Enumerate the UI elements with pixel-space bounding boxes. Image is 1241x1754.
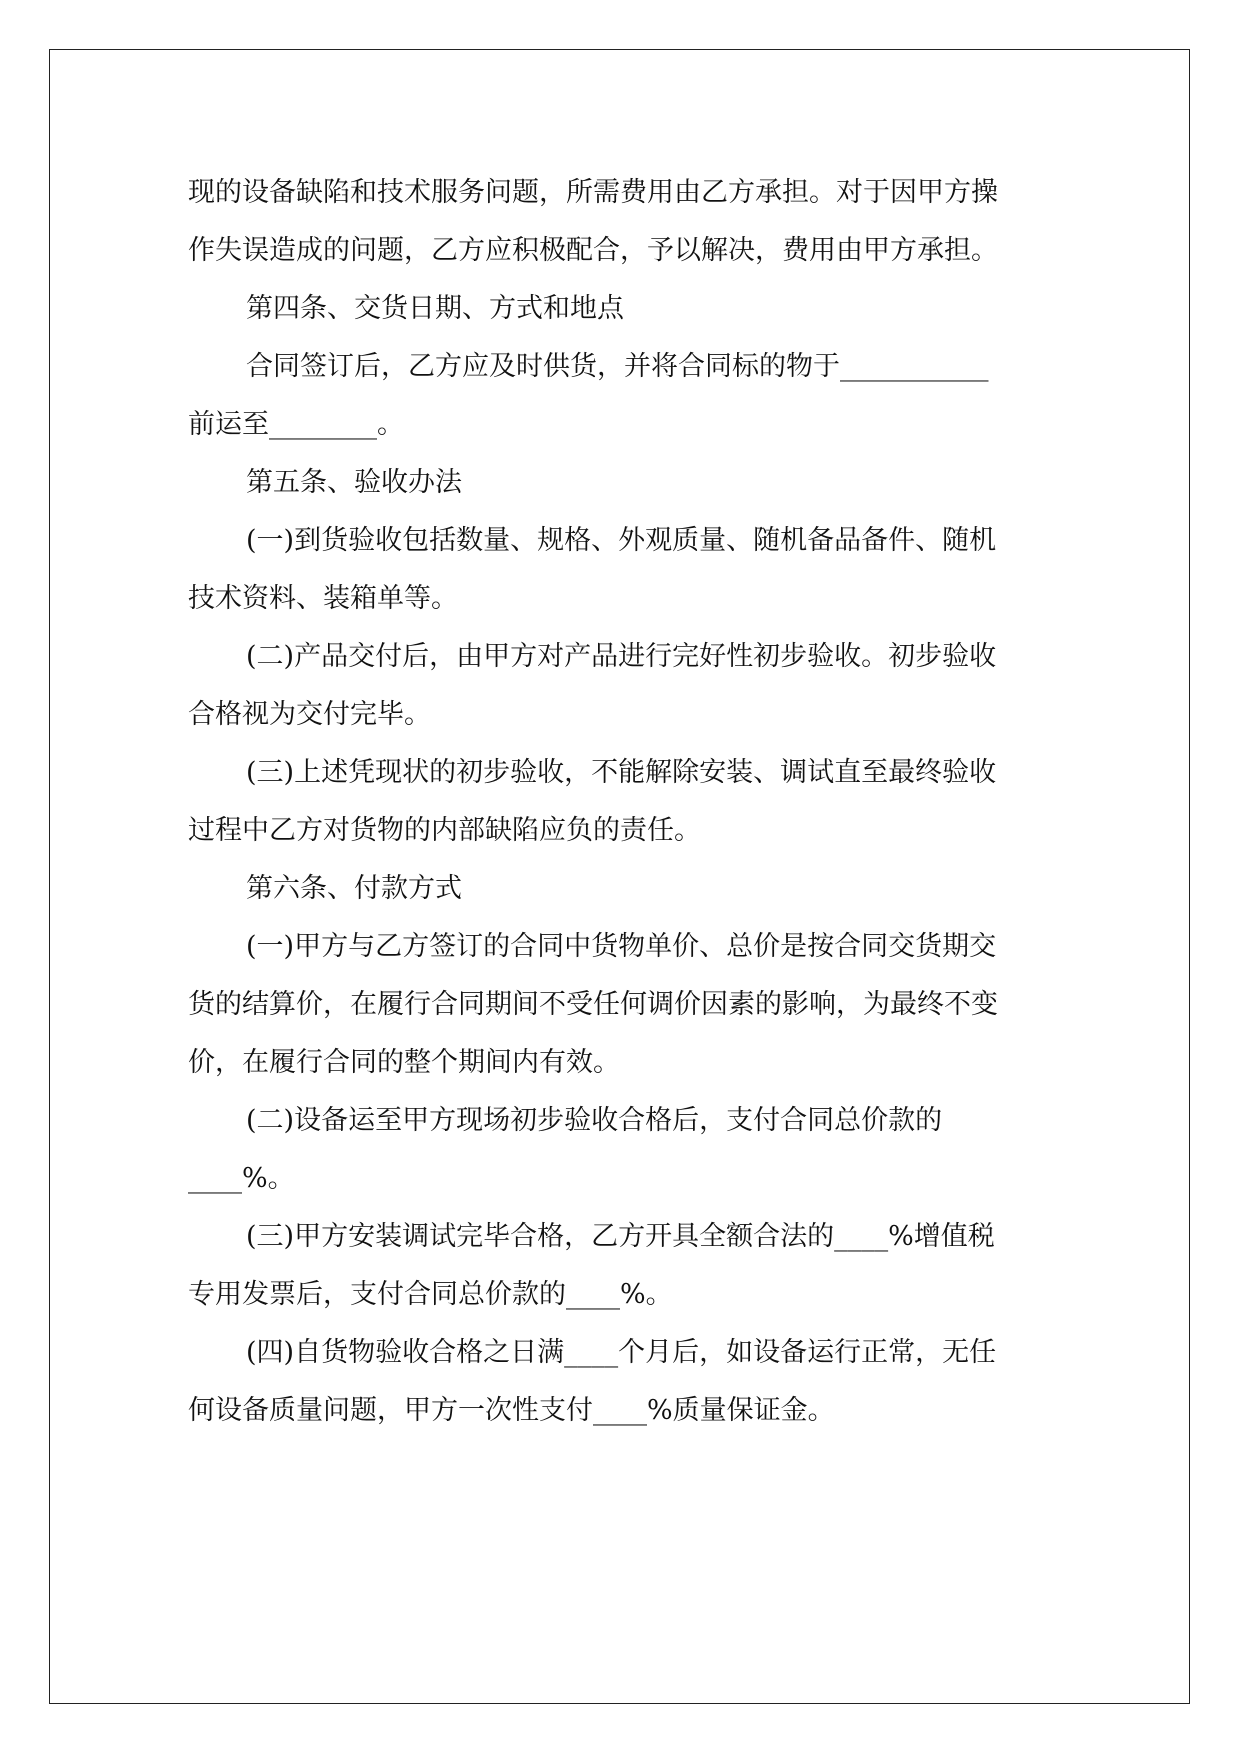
text-line: (三)上述凭现状的初步验收，不能解除安装、调试直至最终验收 (246, 757, 997, 788)
text-line: 前运至________。 (188, 409, 404, 440)
text-line: 专用发票后，支付合同总价款的____%。 (188, 1279, 673, 1310)
text-line: 合格视为交付完毕。 (188, 699, 431, 730)
text-line: 技术资料、装箱单等。 (188, 583, 458, 614)
text-line: 现的设备缺陷和技术服务问题，所需费用由乙方承担。对于因甲方操 (188, 177, 998, 208)
text-line: 合同签订后，乙方应及时供货，并将合同标的物于___________ (246, 351, 989, 382)
section-heading: 第五条、验收办法 (246, 467, 462, 498)
text-line: (四)自货物验收合格之日满____个月后，如设备运行正常，无任 (246, 1337, 997, 1368)
text-line: 价，在履行合同的整个期间内有效。 (188, 1047, 620, 1078)
section-heading: 第六条、付款方式 (246, 873, 462, 904)
text-line: 何设备质量问题，甲方一次性支付____%质量保证金。 (188, 1395, 835, 1426)
text-line: 过程中乙方对货物的内部缺陷应负的责任。 (188, 815, 701, 846)
text-line: (一)到货验收包括数量、规格、外观质量、随机备品备件、随机 (246, 525, 997, 556)
text-line: (二)产品交付后，由甲方对产品进行完好性初步验收。初步验收 (246, 641, 997, 672)
text-line: ____%。 (188, 1163, 295, 1194)
text-line: (二)设备运至甲方现场初步验收合格后，支付合同总价款的 (246, 1105, 943, 1136)
text-line: 货的结算价，在履行合同期间不受任何调价因素的影响，为最终不变 (188, 989, 998, 1020)
text-line: (三)甲方安装调试完毕合格，乙方开具全额合法的____%增值税 (246, 1221, 995, 1252)
section-heading: 第四条、交货日期、方式和地点 (246, 293, 624, 324)
text-line: (一)甲方与乙方签订的合同中货物单价、总价是按合同交货期交 (246, 931, 997, 962)
text-line: 作失误造成的问题，乙方应积极配合，予以解决，费用由甲方承担。 (188, 235, 998, 266)
document-body (188, 164, 1058, 1440)
